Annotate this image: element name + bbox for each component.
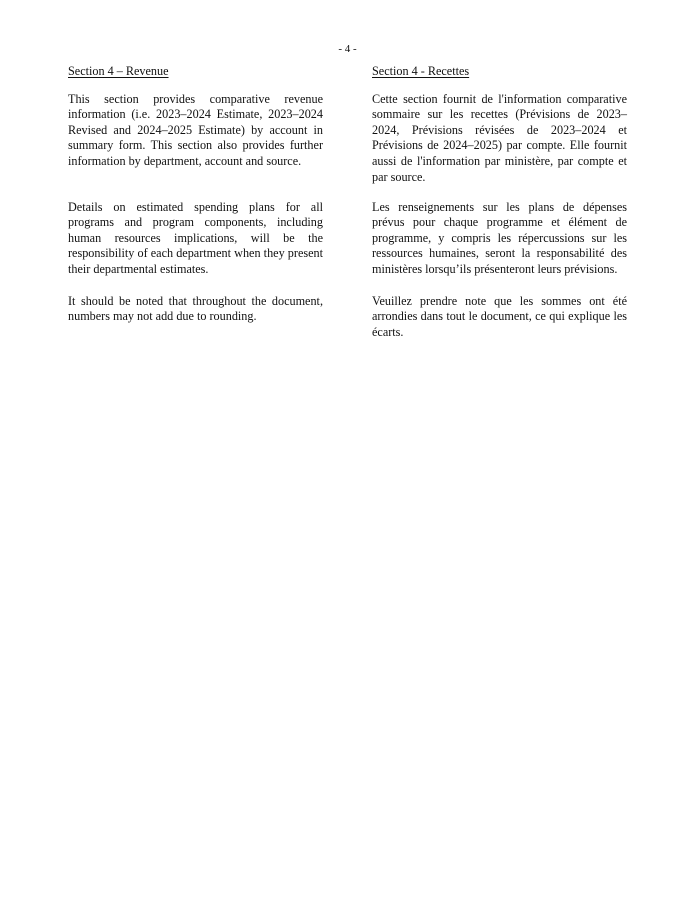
- paragraph-spending-plans-french: Les renseignements sur les plans de dépenses prévus pour chaque programme et élément de programme, y compris les répercussions sur les ressources humaines, seront la responsabilité des ministères lorsqu’ils présenteront leurs prévisions.: [372, 199, 627, 276]
- page-number: - 4 -: [338, 43, 357, 55]
- english-column: [68, 64, 323, 325]
- paragraph-rounding-note-english: It should be noted that throughout the document, numbers may not add due to rounding.: [68, 293, 323, 324]
- paragraph-revenue-summary-french: Cette section fournit de l'information comparative sommaire sur les recettes (Prévisions de 2023–2024, Prévisions révisées de 2023–2024 et Prévisions de 2024–2025) par compte. Elle fournit aussi de l'information par ministère, par compte et par source.: [372, 91, 627, 184]
- paragraph-spending-plans-english: Details on estimated spending plans for all programs and program components, including human resources implications, will be the responsibility of each department when they present their departmental estimates.: [68, 199, 323, 276]
- section-heading-french: Section 4 - Recettes: [372, 64, 470, 78]
- paragraph-rounding-note-french: Veuillez prendre note que les sommes ont été arrondies dans tout le document, ce qui explique les écarts.: [372, 293, 627, 339]
- paragraph-revenue-summary-english: This section provides comparative revenue information (i.e. 2023–2024 Estimate, 2023–2024 Revised and 2024–2025 Estimate) by account in summary form. This section also provides further information by department, account and source.: [68, 91, 323, 168]
- section-heading-english: Section 4 – Revenue: [68, 64, 169, 78]
- french-column: [372, 64, 627, 340]
